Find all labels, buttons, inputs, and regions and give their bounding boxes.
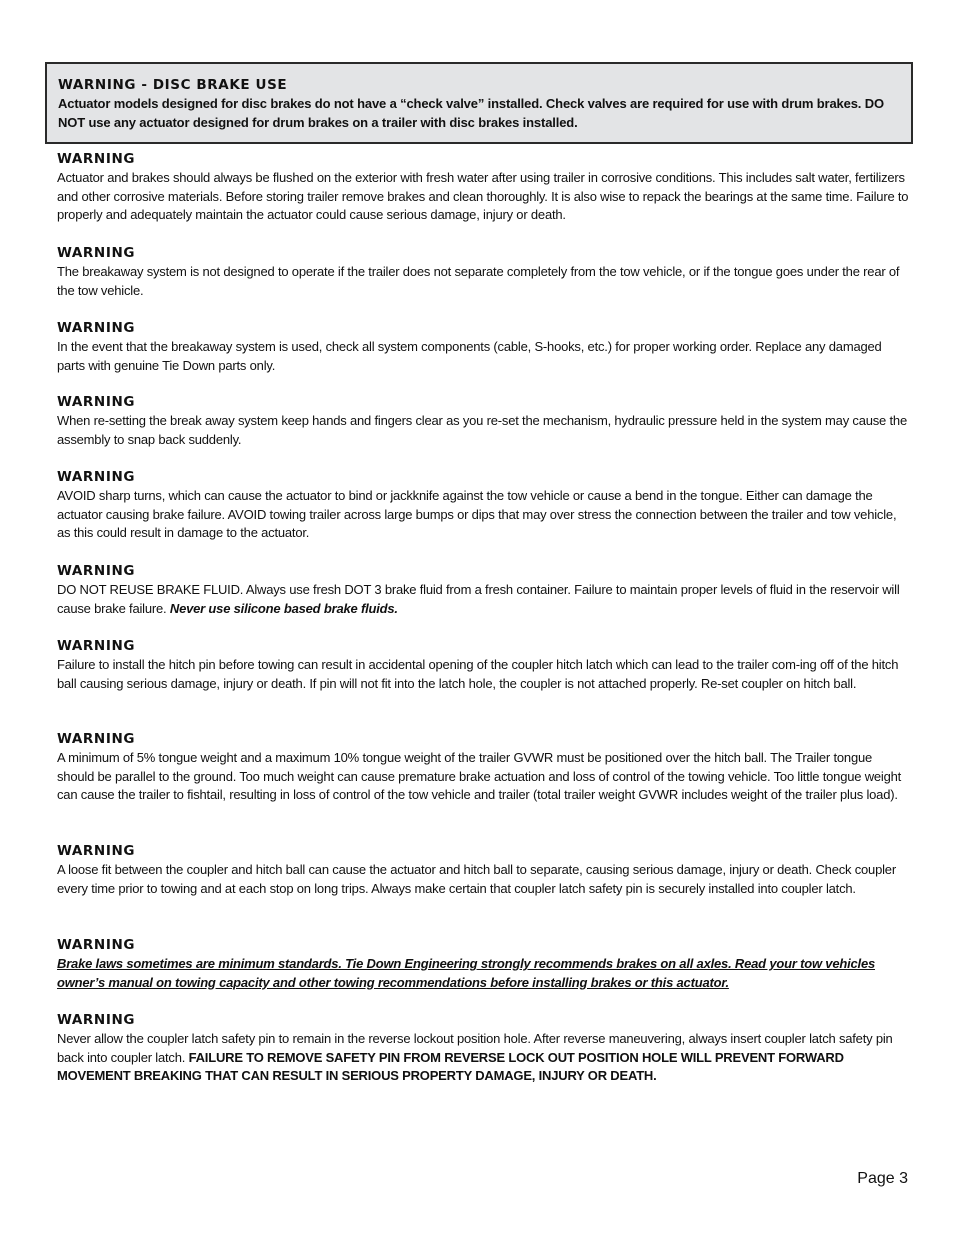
warning-text-emphasis: Never use silicone based brake fluids.: [169, 600, 398, 616]
warning-section: [57, 468, 909, 543]
warning-text: Actuator and brakes should always be flushed on the exterior with fresh water after using trailer in corrosive conditions. This includes salt water, fertilizers and other corrosive materials. Before storing trailer remove brakes and clean thoroughly. It is also wise to repack the bearings at the same time. Failure to properly and adequately maintain the actuator could cause serious damage, injury or death.: [57, 170, 909, 223]
warning-section: [57, 393, 909, 449]
disc-brake-warning-text: Actuator models designed for disc brakes do not have a “check valve” installed. Check valves are required for use with drum brakes. DO NOT use any actuator designed for drum brakes on a trailer with disc brakes installed.: [58, 96, 884, 130]
warning-text: [57, 581, 909, 618]
warning-section: [57, 319, 909, 375]
warning-section: [57, 936, 909, 992]
warning-section: [57, 562, 909, 618]
warning-section: [57, 637, 909, 693]
warning-text: AVOID sharp turns, which can cause the actuator to bind or jackknife against the tow vehicle or cause a bend in the tongue. Either can damage the actuator causing brake failure. AVOID towing trailer across large bumps or dips that may over stress the connection between the trailer and tow vehicle, as this could result in damage to the actuator.: [57, 488, 897, 541]
warning-heading: WARNING: [57, 563, 136, 579]
page-number: Page 3: [857, 1170, 908, 1187]
warning-text: A loose fit between the coupler and hitch ball can cause the actuator and hitch ball to separate, causing serious damage, injury or death. Check coupler every time prior to towing and at each stop on long trips. Always make certain that coupler latch safety pin is securely installed into coupler latch.: [57, 862, 896, 896]
warning-text: [57, 955, 909, 992]
warning-section: [57, 730, 909, 805]
warning-heading: WARNING: [57, 320, 136, 336]
warning-text-bold: FAILURE TO REMOVE SAFETY PIN FROM REVERSE LOCK OUT POSITION HOLE WILL PREVENT FORWARD MOVEMENT BREAKING THAT CAN RESULT IN SERIOUS PROPERTY DAMAGE, INJURY OR DEATH.: [57, 1049, 844, 1084]
warning-text-underlined: Brake laws sometimes are minimum standards. Tie Down Engineering strongly recommends brakes on all axles. Read your tow vehicles owner’s manual on towing capacity and other towing recommendations before installing brakes or this actuator.: [57, 956, 876, 990]
warning-heading: WARNING: [57, 843, 136, 859]
warning-section: [57, 1011, 909, 1086]
warning-heading: WARNING: [57, 151, 136, 167]
warning-heading: WARNING: [57, 731, 136, 747]
warning-heading: WARNING: [57, 1012, 136, 1028]
warning-section: [57, 150, 909, 225]
warning-section: [57, 842, 909, 898]
warning-text-plain: Never allow the coupler latch safety pin to remain in the reverse lockout position hole. After reverse maneuvering, always insert coupler latch safety pin back into coupler latch.: [57, 1031, 893, 1065]
warning-text: The breakaway system is not designed to operate if the trailer does not separate completely from the tow vehicle, or if the tongue goes under the rear of the tow vehicle.: [57, 264, 900, 298]
warning-heading: WARNING: [57, 937, 136, 953]
warning-section: [57, 244, 909, 300]
warning-text: A minimum of 5% tongue weight and a maximum 10% tongue weight of the trailer GVWR must be positioned over the hitch ball. The Trailer tongue should be parallel to the ground. Too much weight can cause premature brake actuation and loss of control of the towing vehicle. Too little tongue weight can cause the trailer to fishtail, resulting in loss of control of the tow vehicle and trailer (total trailer weight GVWR includes weight of the trailer plus load).: [57, 750, 902, 803]
disc-brake-warning-title: WARNING - DISC BRAKE USE: [58, 77, 288, 93]
warning-heading: WARNING: [57, 638, 136, 654]
warning-text: In the event that the breakaway system is used, check all system components (cable, S-hooks, etc.) for proper working order. Replace any damaged parts with genuine Tie Down parts only.: [57, 339, 882, 373]
warning-text-plain: DO NOT REUSE BRAKE FLUID. Always use fresh DOT 3 brake fluid from a fresh container. Failure to maintain proper levels of fluid in the reservoir will cause brake failure.: [57, 582, 900, 616]
warning-heading: WARNING: [57, 469, 136, 485]
warning-heading: WARNING: [57, 394, 136, 410]
warning-text: [57, 1030, 909, 1086]
disc-brake-warning-box: [45, 62, 913, 144]
warning-text: When re-setting the break away system keep hands and fingers clear as you re-set the mechanism, hydraulic pressure held in the system may cause the assembly to snap back suddenly.: [57, 413, 907, 447]
warning-heading: WARNING: [57, 245, 136, 261]
warning-text: Failure to install the hitch pin before towing can result in accidental opening of the coupler hitch latch which can lead to the trailer com-ing off of the hitch ball causing serious damage, injury or death. If pin will not fit into the latch hole, the coupler is not attached properly. Re-set coupler on hitch ball.: [57, 657, 899, 691]
